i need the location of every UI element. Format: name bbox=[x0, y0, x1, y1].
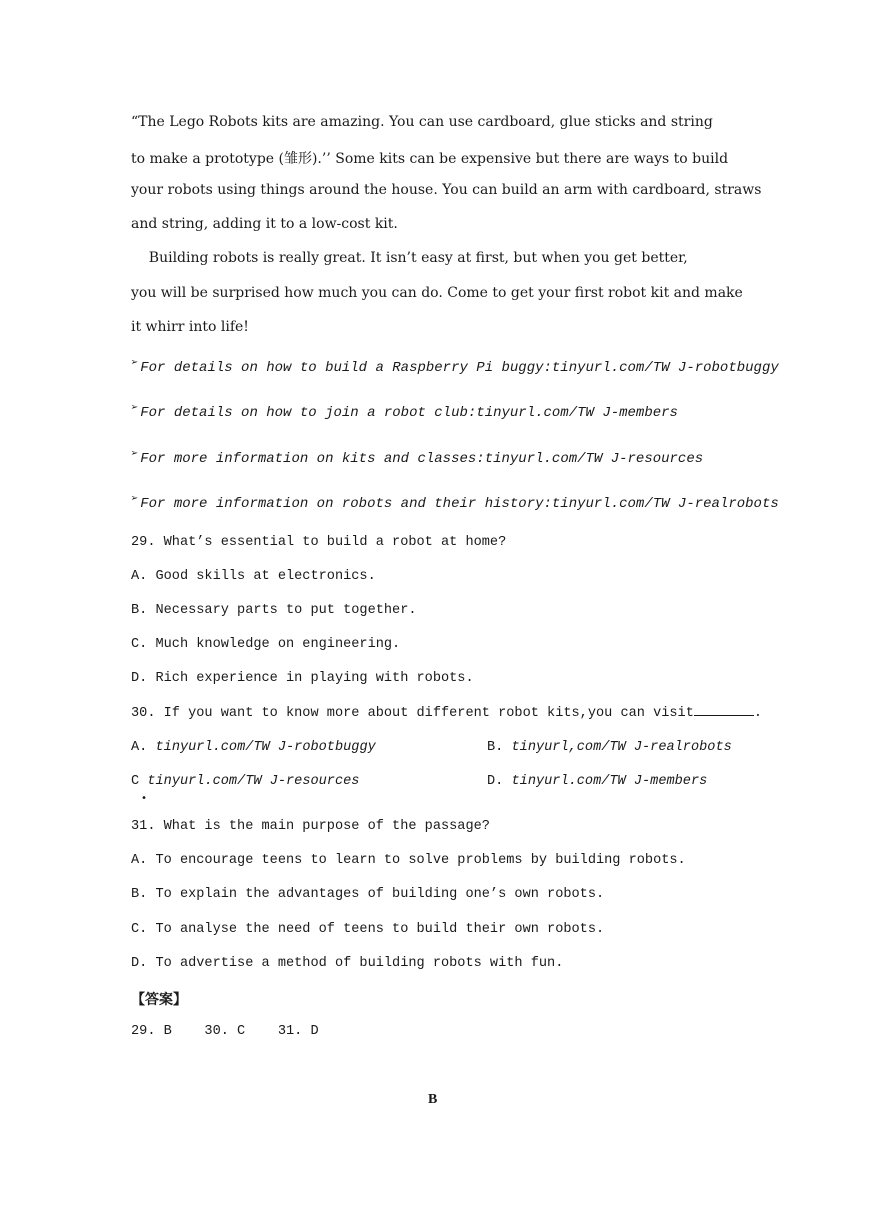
passage-line-7: it whirr into life! bbox=[131, 319, 249, 335]
link-description: For details on how to join a robot club: bbox=[140, 405, 477, 421]
arrow-bullet-icon: ➢ bbox=[131, 492, 139, 506]
question-31-option-a: A. To encourage teens to learn to solve problems by building robots. bbox=[131, 853, 686, 868]
question-30-option-d bbox=[487, 774, 707, 789]
question-30-option-c bbox=[131, 774, 359, 789]
question-31-stem: 31. What is the main purpose of the passage? bbox=[131, 819, 490, 834]
link-description: For more information on robots and their history: bbox=[140, 496, 552, 512]
question-30-stem bbox=[131, 705, 762, 721]
question-31-option-b: B. To explain the advantages of building one’s own robots. bbox=[131, 887, 605, 902]
passage-line-6: you will be surprised how much you can do. Come to get your first robot kit and make bbox=[131, 285, 743, 301]
passage-line-1: “The Lego Robots kits are amazing. You can use cardboard, glue sticks and string bbox=[131, 114, 713, 130]
option-label: B. bbox=[487, 740, 504, 755]
option-label: D. bbox=[487, 774, 504, 789]
question-29-option-a: A. Good skills at electronics. bbox=[131, 569, 376, 584]
link-item-members bbox=[131, 401, 678, 421]
link-url[interactable]: tinyurl.com/TW J-robotbuggy bbox=[551, 360, 779, 376]
link-item-resources bbox=[131, 447, 704, 467]
option-text: tinyurl,com/TW J-realrobots bbox=[511, 740, 732, 755]
passage-line-2: to make a prototype (雏形).’’ Some kits can be expensive but there are ways to build bbox=[131, 151, 729, 167]
question-30-stem-end: . bbox=[753, 706, 763, 721]
section-heading: B bbox=[428, 1092, 438, 1107]
answer-blank bbox=[694, 705, 754, 716]
option-label: C bbox=[131, 774, 140, 789]
question-31-option-c: C. To analyse the need of teens to build their own robots. bbox=[131, 922, 605, 937]
arrow-bullet-icon: ➢ bbox=[131, 447, 139, 461]
question-29-option-d: D. Rich experience in playing with robots. bbox=[131, 671, 474, 686]
arrow-bullet-icon: ➢ bbox=[131, 356, 139, 370]
link-url[interactable]: tinyurl.com/TW J-resources bbox=[484, 451, 704, 467]
option-label: A. bbox=[131, 740, 148, 755]
link-description: For details on how to build a Raspberry Pi buggy: bbox=[140, 360, 552, 376]
link-item-buggy bbox=[131, 356, 779, 376]
link-description: For more information on kits and classes: bbox=[140, 451, 485, 467]
option-text: tinyurl.com/TW J-resources bbox=[147, 774, 360, 789]
option-text: tinyurl.com/TW J-robotbuggy bbox=[155, 740, 376, 755]
question-30-option-b bbox=[487, 740, 732, 755]
passage-line-5: Building robots is really great. It isn’t easy at first, but when you get better, bbox=[131, 250, 688, 266]
answer-values: 29. B 30. C 31. D bbox=[131, 1024, 319, 1039]
link-url[interactable]: tinyurl.com/TW J-members bbox=[476, 405, 678, 421]
question-29-stem: 29. What’s essential to build a robot at home? bbox=[131, 535, 507, 550]
question-30-option-a bbox=[131, 740, 376, 755]
stray-dot: • bbox=[141, 793, 148, 804]
question-29-option-b: B. Necessary parts to put together. bbox=[131, 603, 417, 618]
question-31-option-d: D. To advertise a method of building robots with fun. bbox=[131, 956, 564, 971]
passage-line-3: your robots using things around the house. You can build an arm with cardboard, straws bbox=[131, 182, 762, 198]
question-30-stem-text: 30. If you want to know more about different robot kits,you can visit bbox=[131, 706, 694, 721]
arrow-bullet-icon: ➢ bbox=[131, 401, 139, 415]
question-29-option-c: C. Much knowledge on engineering. bbox=[131, 637, 401, 652]
link-url[interactable]: tinyurl.com/TW J-realrobots bbox=[551, 496, 779, 512]
answer-heading: 【答案】 bbox=[131, 992, 187, 1008]
option-text: tinyurl.com/TW J-members bbox=[511, 774, 708, 789]
passage-line-4: and string, adding it to a low-cost kit. bbox=[131, 216, 398, 232]
link-item-realrobots bbox=[131, 492, 779, 512]
